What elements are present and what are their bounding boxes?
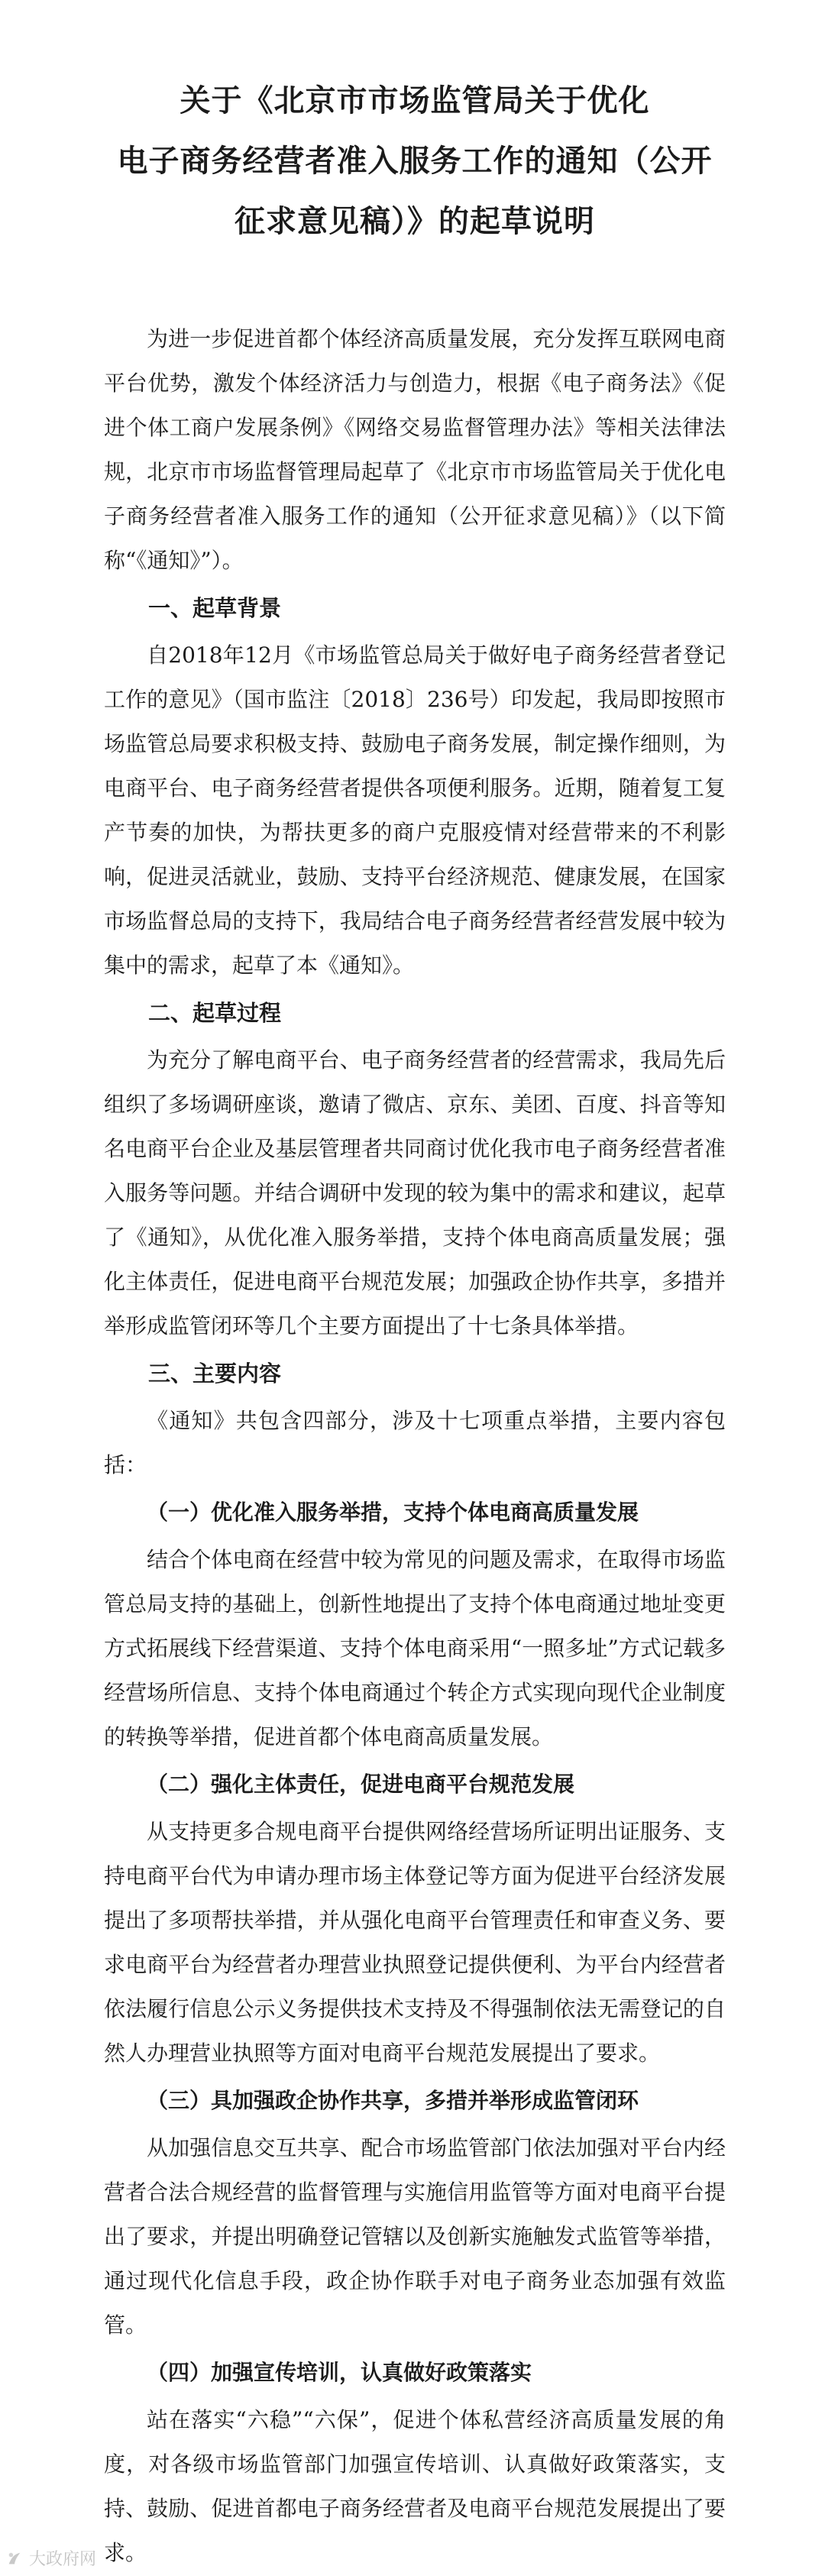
section-body-process: 为充分了解电商平台、电子商务经营者的经营需求，我局先后组织了多场调研座谈，邀请了微店、京东、美团、百度、抖音等知名电商平台企业及基层管理者共同商讨优化我市电子商务经营者准入服务等问题。并结合调研中发现的较为集中的需求和建议，起草了《通知》，从优化准入服务举措，支持个体电商高质量发展；强化主体责任，促进电商平台规范发展；加强政企协作共享，多措并举形成监管闭环等几个主要方面提出了十七条具体举措。	[104, 1047, 726, 1338]
section-heading-content: 三、主要内容	[148, 1361, 282, 1387]
section-heading-background: 一、起草背景	[148, 595, 282, 621]
subsection-heading-3: （三）具加强政企协作共享，多措并举形成监管闭环	[147, 2088, 639, 2113]
watermark	[6, 2546, 96, 2570]
subsection-body-4: 站在落实“六稳”“六保”，促进个体私营经济高质量发展的角度，对各级市场监管部门加强宣传培训、认真做好政策落实，支持、鼓励、促进首都电子商务经营者及电商平台规范发展提出了要求。	[104, 2407, 726, 2565]
section-heading-process: 二、起草过程	[148, 1000, 282, 1026]
subsection-heading-1: （一）优化准入服务举措，支持个体电商高质量发展	[147, 1500, 639, 1525]
watermark-text: 大政府网	[29, 2550, 97, 2569]
section-body-background: 自2018年12月《市场监管总局关于做好电子商务经营者登记工作的意见》（国市监注〔2018〕236号）印发起，我局即按照市场监管总局要求积极支持、鼓励电子商务发展，制定操作细则，为电商平台、电子商务经营者提供各项便利服务。近期，随着复工复产节奏的加快，为帮扶更多的商户克服疫情对经营带来的不利影响，促进灵活就业，鼓励、支持平台经济规范、健康发展，在国家市场监督总局的支持下，我局结合电子商务经营者经营发展中较为集中的需求，起草了本《通知》。	[104, 642, 726, 978]
intro-paragraph: 为进一步促进首都个体经济高质量发展，充分发挥互联网电商平台优势，激发个体经济活力与创造力，根据《电子商务法》《促进个体工商户发展条例》《网络交易监督管理办法》等相关法律法规，北京市市场监督管理局起草了《北京市市场监管局关于优化电子商务经营者准入服务工作的通知（公开征求意见稿）》（以下简称“《通知》”）。	[104, 326, 726, 573]
section-body-content: 《通知》共包含四部分，涉及十七项重点举措，主要内容包括：	[104, 1408, 726, 1477]
subsection-body-3: 从加强信息交互共享、配合市场监管部门依法加强对平台内经营者合法合规经营的监督管理与实施信用监管等方面对电商平台提出了要求，并提出明确登记管辖以及创新实施触发式监管等举措，通过现代化信息手段，政企协作联手对电子商务业态加强有效监管。	[104, 2135, 726, 2338]
subsection-heading-4: （四）加强宣传培训，认真做好政策落实	[147, 2360, 532, 2385]
title-line-3: 征求意见稿）》的起草说明	[235, 203, 595, 239]
subsection-heading-2: （二）强化主体责任，促进电商平台规范发展	[147, 1772, 575, 1797]
brand-logo-icon	[6, 2550, 23, 2567]
title-line-1: 关于《北京市市场监管局关于优化	[180, 83, 650, 118]
subsection-body-1: 结合个体电商在经营中较为常见的问题及需求，在取得市场监管总局支持的基础上，创新性地提出了支持个体电商通过地址变更方式拓展线下经营渠道、支持个体电商采用“一照多址”方式记载多经营场所信息、支持个体电商通过个转企方式实现向现代企业制度的转换等举措，促进首都个体电商高质量发展。	[104, 1547, 726, 1749]
document-title	[104, 70, 726, 251]
title-line-2: 电子商务经营者准入服务工作的通知（公开	[117, 143, 713, 179]
subsection-body-2: 从支持更多合规电商平台提供网络经营场所证明出证服务、支持电商平台代为申请办理市场主体登记等方面为促进平台经济发展提出了多项帮扶举措，并从强化电商平台管理责任和审查义务、要求电商平台为经营者办理营业执照登记提供便利、为平台内经营者依法履行信息公示义务提供技术支持及不得强制依法无需登记的自然人办理营业执照等方面对电商平台规范发展提出了要求。	[104, 1819, 726, 2066]
